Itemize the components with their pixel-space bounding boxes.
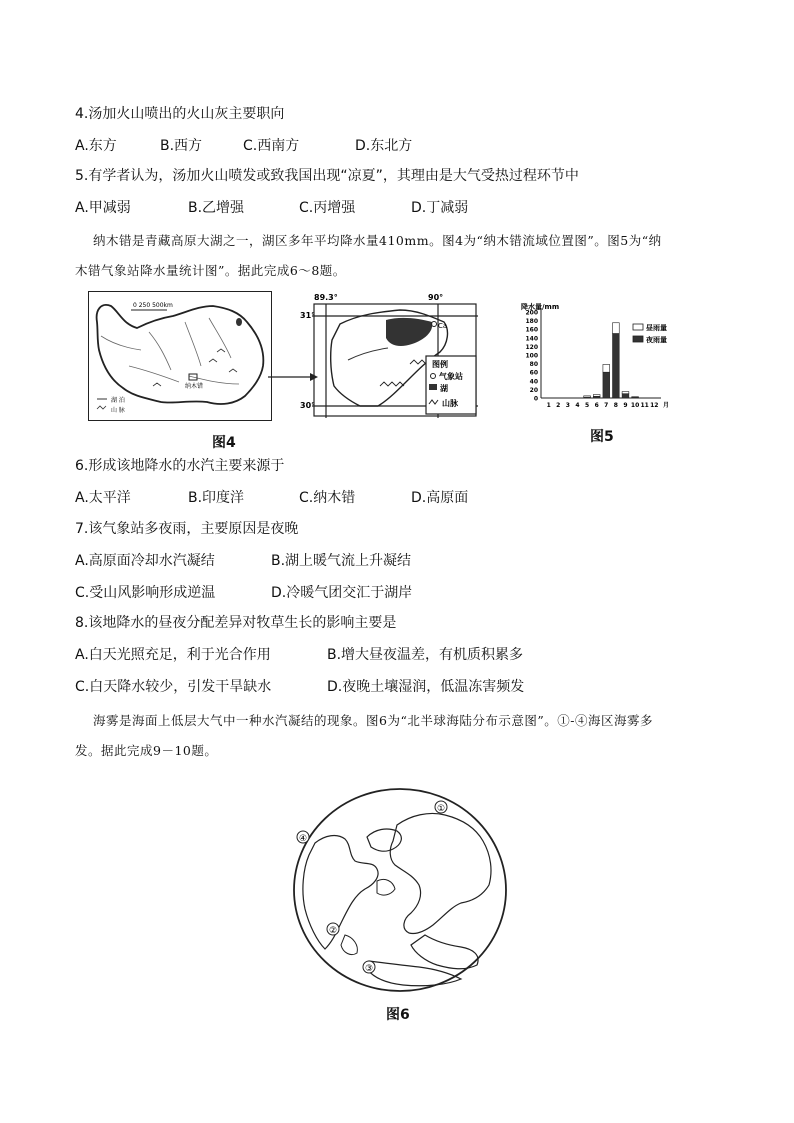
marker-4: ④ bbox=[298, 834, 308, 844]
x-tick-label: 12 bbox=[650, 402, 659, 409]
fig5-caption: 图5 bbox=[590, 429, 614, 445]
legend-mountain-label: 山 脉 bbox=[111, 407, 125, 414]
q8-option-d: D.夜晚土壤湿润，低温冻害频发 bbox=[327, 679, 525, 695]
lat-label-1: 31° bbox=[300, 311, 316, 320]
q7-option-a: A.高原面冷却水汽凝结 bbox=[75, 553, 215, 569]
q6-option-a: A.太平洋 bbox=[75, 490, 131, 506]
x-tick-label: 9 bbox=[623, 402, 628, 409]
lat-label-2: 30° bbox=[300, 401, 316, 410]
y-tick-label: 100 bbox=[525, 352, 538, 360]
question-4-stem: 4.汤加火山喷出的火山灰主要职向 bbox=[75, 106, 285, 122]
scale-text: 0 250 500km bbox=[133, 302, 173, 309]
northern-hemisphere-map bbox=[285, 785, 515, 1000]
q4-option-d: D.东北方 bbox=[355, 138, 413, 154]
q5-option-c: C.丙增强 bbox=[299, 200, 356, 216]
x-tick-label: 3 bbox=[565, 402, 570, 409]
question-5-stem: 5.有学者认为，汤加火山喷发或致我国出现“凉夏”，其理由是大气受热过程环节中 bbox=[75, 168, 579, 184]
question-8-stem: 8.该地降水的昼夜分配差异对牧草生长的影响主要是 bbox=[75, 615, 397, 631]
q8-option-b: B.增大昼夜温差，有机质积累多 bbox=[327, 647, 524, 663]
tibet-plateau-outline bbox=[89, 292, 271, 420]
bar-night-8 bbox=[613, 334, 620, 399]
bar-night-9 bbox=[622, 394, 629, 398]
q6-option-d: D.高原面 bbox=[411, 490, 469, 506]
x-tick-label: 1 bbox=[546, 402, 551, 409]
y-tick-label: 180 bbox=[525, 318, 538, 326]
lon-label-2: 90° bbox=[428, 293, 444, 302]
chart-ylabel: 降水量/mm bbox=[521, 303, 560, 311]
q7-option-d: D.冷暖气团交汇于湖岸 bbox=[271, 585, 413, 601]
lon-label-1: 89.3° bbox=[314, 293, 338, 302]
q4-option-a: A.东方 bbox=[75, 138, 117, 154]
y-tick-label: 200 bbox=[525, 309, 538, 317]
q5-option-b: B.乙增强 bbox=[188, 200, 245, 216]
fig5-chart bbox=[515, 300, 700, 415]
bar-night-7 bbox=[603, 372, 610, 398]
y-tick-label: 0 bbox=[533, 395, 538, 403]
x-tick-label: 8 bbox=[613, 402, 618, 409]
y-tick-label: 20 bbox=[529, 386, 538, 394]
y-tick-label: 40 bbox=[529, 378, 538, 386]
q4-option-c: C.西南方 bbox=[243, 138, 300, 154]
legend-night: 夜雨量 bbox=[646, 336, 667, 344]
legend-title: 图例 bbox=[432, 360, 448, 369]
intro2-line2: 发。据此完成9－10题。 bbox=[75, 743, 218, 758]
question-7-stem: 7.该气象站多夜雨，主要原因是夜晚 bbox=[75, 521, 299, 537]
x-tick-label: 10 bbox=[630, 402, 640, 409]
legend-mountain: 山脉 bbox=[442, 399, 458, 408]
intro-paragraph-line1: 纳木错是青藏高原大湖之一，湖区多年平均降水量410mm。图4为“纳木错流域位置图”。图5为“纳 bbox=[93, 233, 662, 248]
fig6-caption: 图6 bbox=[386, 1007, 410, 1023]
x-tick-label: 6 bbox=[594, 402, 599, 409]
q7-option-c: C.受山风影响形成逆温 bbox=[75, 585, 216, 601]
x-tick-label: 5 bbox=[584, 402, 590, 409]
x-unit-label: 月 bbox=[663, 402, 670, 409]
marker-3: ③ bbox=[364, 964, 374, 974]
y-tick-label: 80 bbox=[529, 361, 538, 369]
x-tick-label: 7 bbox=[604, 402, 609, 409]
legend-lake-label: 湖 泊 bbox=[111, 397, 125, 404]
namco-label: 纳木错 bbox=[185, 383, 204, 390]
q6-option-b: B.印度洋 bbox=[188, 490, 245, 506]
intro-paragraph-line2: 木错气象站降水量统计图”。据此完成6～8题。 bbox=[75, 263, 346, 278]
fig4-caption: 图4 bbox=[212, 435, 236, 451]
legend-station: 气象站 bbox=[439, 372, 463, 381]
q5-option-d: D.丁减弱 bbox=[411, 200, 469, 216]
x-tick-label: 11 bbox=[640, 402, 649, 409]
q8-option-a: A.白天光照充足，利于光合作用 bbox=[75, 647, 271, 663]
bar-day-8 bbox=[613, 323, 620, 334]
bar-day-6 bbox=[593, 395, 600, 397]
x-tick-label: 2 bbox=[556, 402, 561, 409]
y-tick-label: 60 bbox=[529, 369, 538, 377]
marker-2: ② bbox=[328, 926, 338, 936]
y-tick-label: 120 bbox=[525, 343, 538, 351]
precipitation-bar-chart bbox=[515, 300, 700, 415]
q4-option-b: B.西方 bbox=[160, 138, 203, 154]
q6-option-c: C.纳木错 bbox=[299, 490, 356, 506]
q7-option-b: B.湖上暖气流上升凝结 bbox=[271, 553, 412, 569]
bar-day-9 bbox=[622, 392, 629, 394]
fig4-namco-map bbox=[300, 290, 490, 425]
station-mark: Ca bbox=[438, 322, 448, 330]
legend-day: 昼雨量 bbox=[646, 324, 667, 332]
y-tick-label: 140 bbox=[525, 335, 538, 343]
q5-option-a: A.甲减弱 bbox=[75, 200, 131, 216]
marker-1: ① bbox=[436, 804, 446, 814]
legend-lake: 湖 bbox=[440, 384, 448, 393]
question-6-stem: 6.形成该地降水的水汽主要来源于 bbox=[75, 458, 285, 474]
x-tick-label: 4 bbox=[575, 402, 580, 409]
fig4-tibet-map bbox=[88, 291, 272, 421]
q8-option-c: C.白天降水较少，引发干旱缺水 bbox=[75, 679, 272, 695]
bar-day-5 bbox=[584, 396, 591, 397]
fig6-globe bbox=[285, 785, 515, 1000]
y-tick-label: 160 bbox=[525, 326, 538, 334]
bar-day-7 bbox=[603, 364, 610, 372]
intro2-line1: 海雾是海面上低层大气中一种水汽凝结的现象。图6为“北半球海陆分布示意图”。①-④海区海雾多 bbox=[93, 713, 653, 728]
